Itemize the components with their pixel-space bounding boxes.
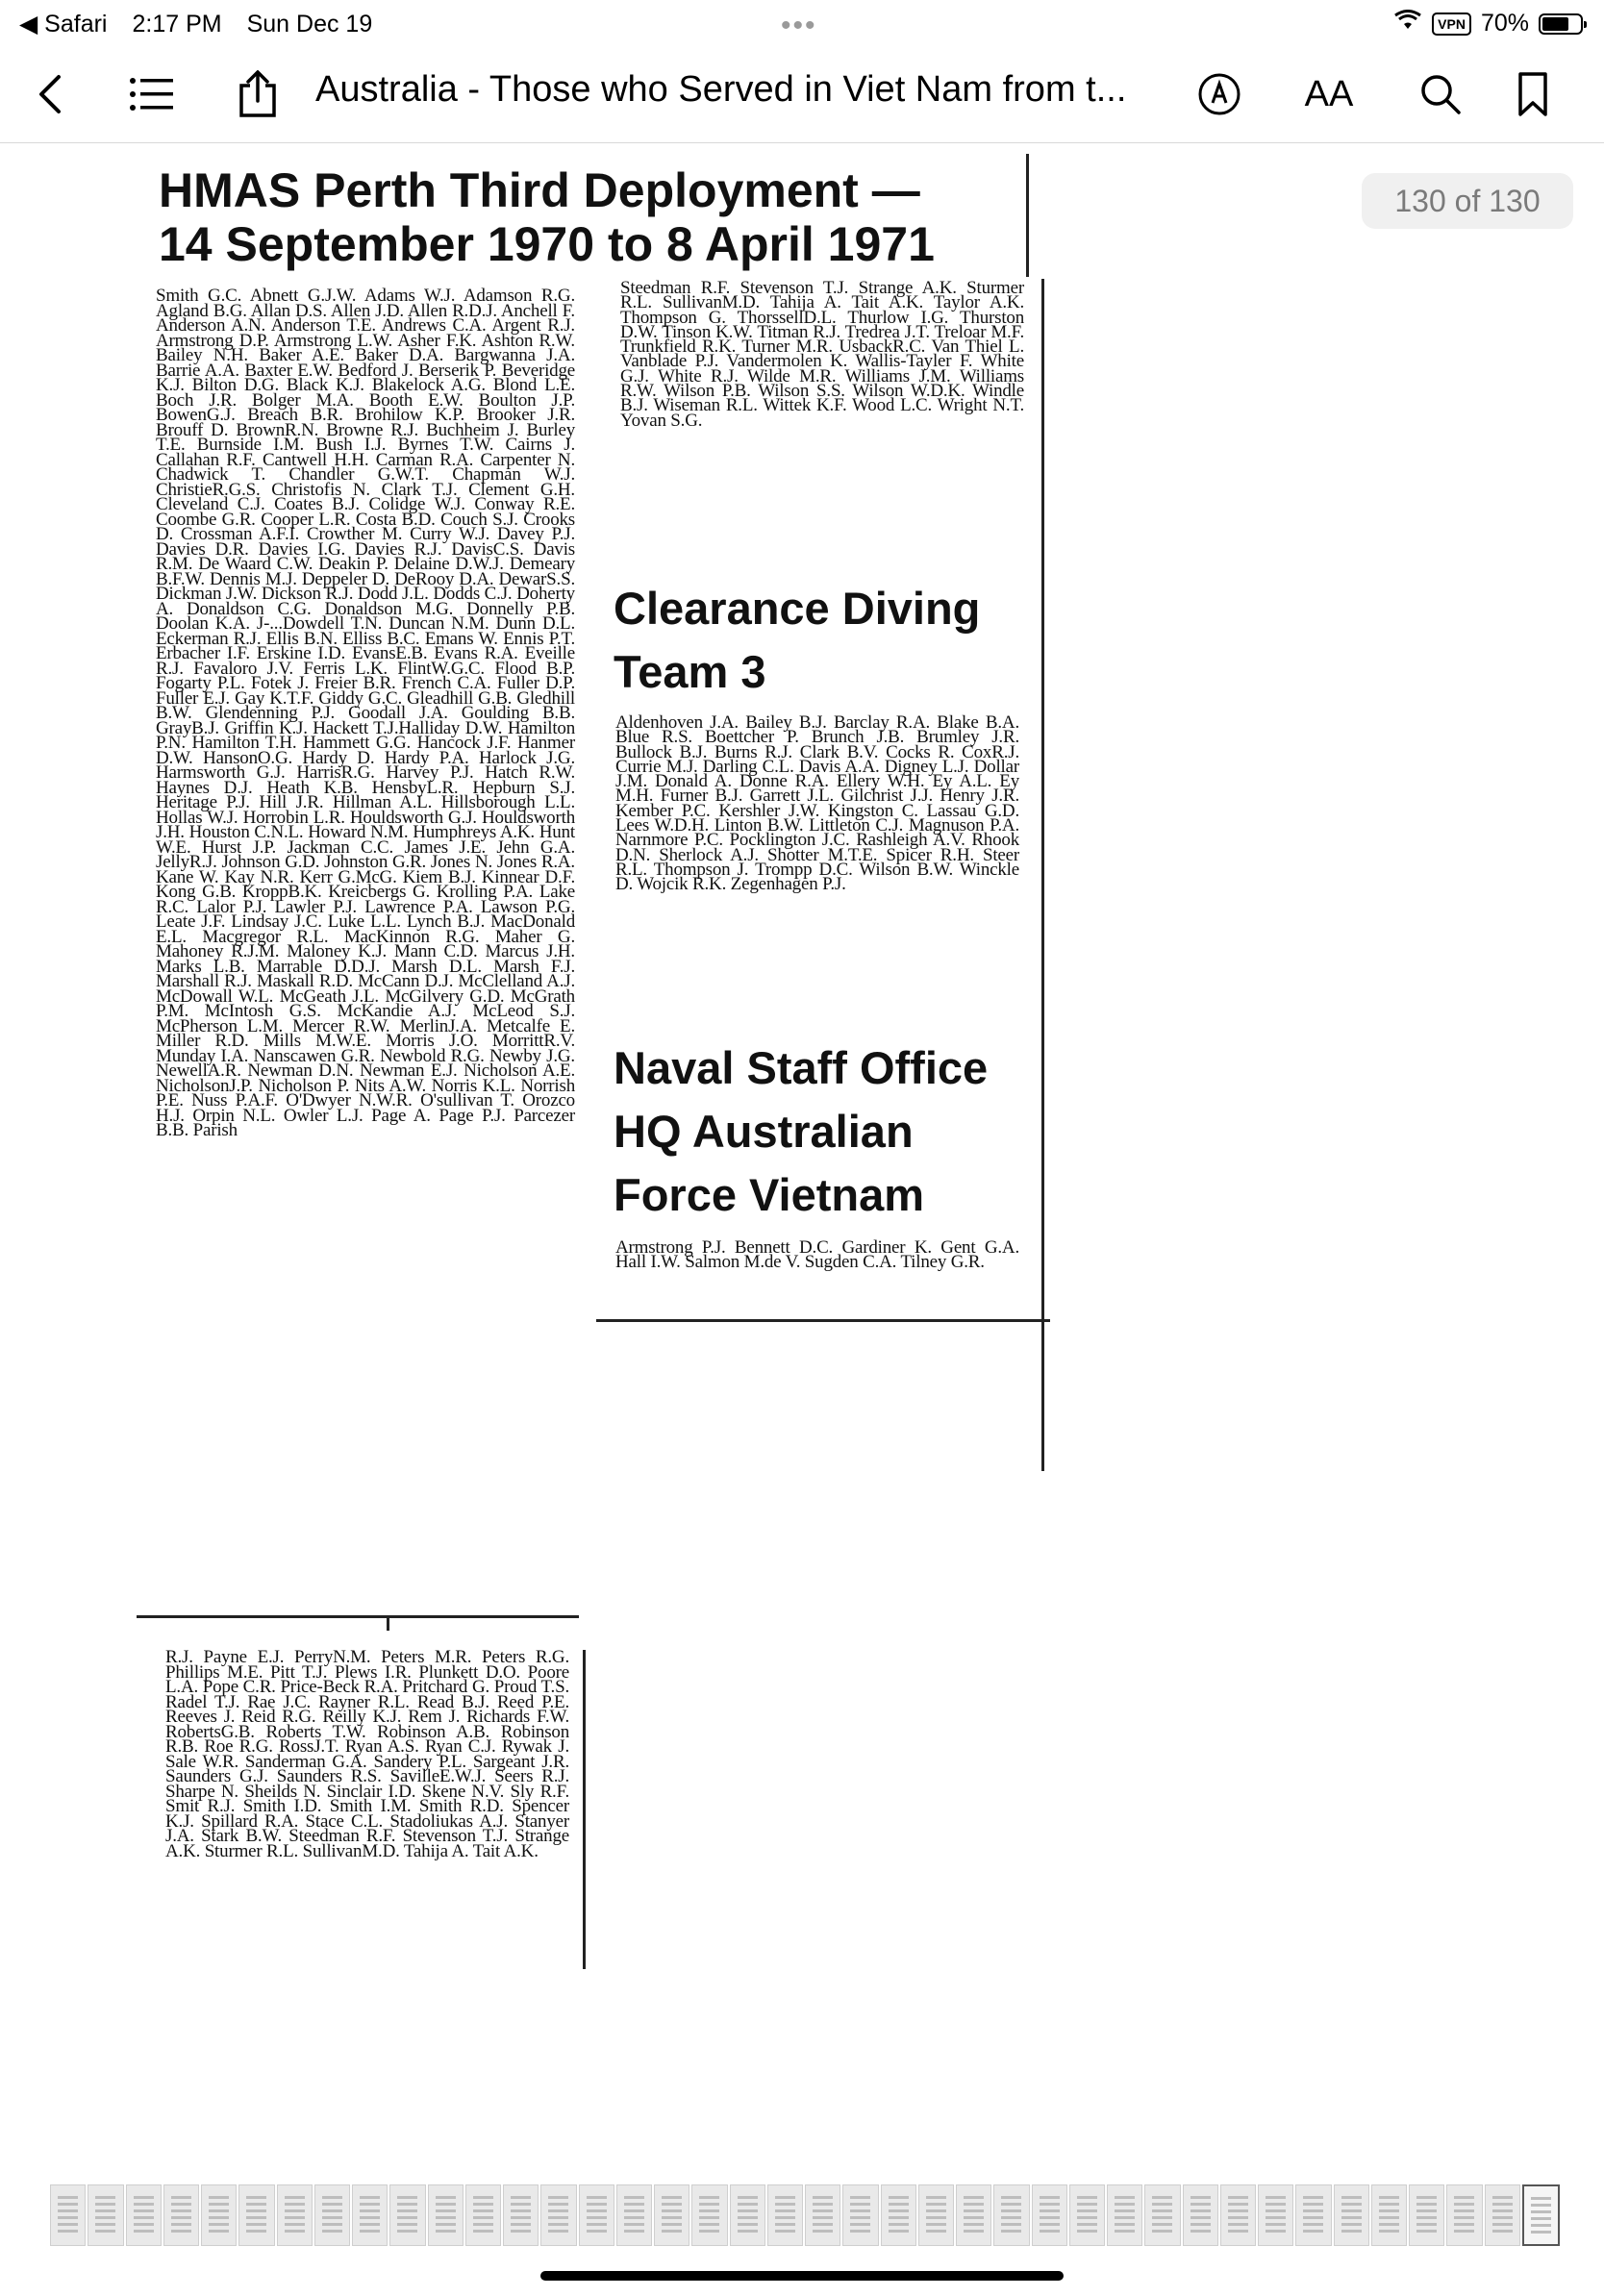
page-thumbnail[interactable] [842,2184,878,2246]
page-thumbnail[interactable] [1446,2184,1482,2246]
page-thumbnail[interactable] [579,2184,614,2246]
heading-line-2: 14 September 1970 to 8 April 1971 [159,217,935,271]
scanned-page [135,154,1058,1981]
page-thumbnail[interactable] [993,2184,1029,2246]
document-title: Australia - Those who Served in Viet Nam from t... [315,69,1127,110]
page-thumbnail[interactable] [1409,2184,1444,2246]
status-date: Sun Dec 19 [246,10,373,37]
naval-staff-heading-line-1: Naval Staff Office [614,1042,989,1093]
heading-line-1: HMAS Perth Third Deployment — [159,163,920,217]
column-rule [1026,154,1029,277]
share-icon[interactable] [231,67,285,121]
page-thumbnail[interactable] [730,2184,765,2246]
page-thumbnail[interactable] [314,2184,350,2246]
page-thumbnail[interactable] [428,2184,464,2246]
page-thumbnail[interactable] [1334,2184,1369,2246]
page-thumbnail[interactable] [881,2184,916,2246]
status-bar [0,0,1604,46]
page-thumbnail[interactable] [277,2184,313,2246]
page-thumbnail[interactable] [1371,2184,1407,2246]
page-thumbnail[interactable] [1183,2184,1218,2246]
page-thumbnail[interactable] [805,2184,840,2246]
page-thumbnail[interactable] [1220,2184,1256,2246]
page-thumbnail[interactable] [540,2184,576,2246]
clearance-diving-names: Aldenhoven J.A. Bailey B.J. Barclay R.A. Blake B.A. Blue R.S. Boettcher P. Brunch J.B. Brumley J.R. Bullock B.J. Burns R.J. Clark B.V. Cocks R. CoxR.J. Currie M.J. Darling C.L. Davis A.A. Digney L.J. Dollar J.M. Donald A. Donne R.A. Ellery W.H. Ey A.L. Ey M.H. Furner B.J. Garrett J.L. Gilchrist J.J. Henry J.R. Kember P.C. Kershler J.W. Kingston C. Lassau G.D. Lees W.D.H. Linton B.W. Littleton C.J. Magnuson P.A. Narnmore P.C. Pocklington J.C. Rashleigh A.V. Rhook D.N. Sherlock A.J. Shotter M.T.E. Spicer R.H. Steer R.L. Thompson J. Trompp D.C. Wilson B.W. Winckle D. Wojcik R.K. Zegenhagen P.J. [615,712,1019,895]
search-icon[interactable] [1414,67,1467,121]
page-heading [159,163,935,271]
page-thumbnail[interactable] [691,2184,727,2246]
page-thumbnail[interactable] [126,2184,162,2246]
page-thumbnail-strip[interactable] [50,2184,1560,2246]
page-thumbnail[interactable] [956,2184,991,2246]
page-thumbnail[interactable] [163,2184,199,2246]
page-thumbnail[interactable] [1522,2184,1560,2246]
deployment-names-column-1b: R.J. Payne E.J. PerryN.M. Peters M.R. Peters R.G. Phillips M.E. Pitt T.J. Plews I.R. Plunkett D.O. Poore L.A. Pope C.R. Price-Beck R.A. Pritchard G. Proud T.S. Radel T.J. Rae J.C. Rayner R.L. Read B.J. Reed P.E. Reeves J. Reid R.G. Reilly K.J. Rem J. Richards F.W. RobertsG.B. Roberts T.W. Robinson A.B. Robinson R.B. Roe R.G. RossJ.T. Ryan A.S. Ryan C.J. Rywak J. Sale W.R. Sanderman G.A. Sandery P.L. Sargeant J.R. Saunders G.J. Saunders R.S. SavilleE.W.J. Seers R.J. Sharpe N. Sheilds N. Sinclair I.D. Skene N.V. Sly R.F. Smit R.J. Smith I.D. Smith I.M. Smith R.D. Spencer K.J. Spillard R.A. Stace C.L. Stadoliukas A.J. Stanyer J.A. Stark B.W. Steedman R.F. Stevenson T.J. Strange A.K. Sturmer R.L. SullivanM.D. Tahija A. Tait A.K. [165,1647,569,1861]
markup-icon[interactable] [1192,67,1246,121]
page-thumbnail[interactable] [503,2184,539,2246]
page-thumbnail[interactable] [654,2184,689,2246]
column-rule-2 [1041,279,1044,1471]
page-thumbnail[interactable] [389,2184,425,2246]
page-thumbnail[interactable] [1485,2184,1520,2246]
page-thumbnail[interactable] [1032,2184,1067,2246]
page-thumbnail[interactable] [50,2184,86,2246]
page-thumbnail[interactable] [767,2184,803,2246]
wifi-icon [1393,10,1422,37]
page-thumbnail[interactable] [201,2184,237,2246]
section-divider-tick [387,1615,389,1631]
back-to-app-label[interactable]: ◀ Safari [19,11,108,37]
page-thumbnail[interactable] [1144,2184,1180,2246]
bookmark-icon[interactable] [1506,67,1560,121]
deployment-names-column-2: Steedman R.F. Stevenson T.J. Strange A.K. Sturmer R.L. SullivanM.D. Tahija A. Tait A.K. Taylor A.K. Thompson G. ThorssellD.L. Thurlow I.G. Thurston D.W. Tinson K.W. Titman R.J. Tredrea J.T. Treloar M.F. Trunkfield R.K. Turner M.R. UsbackR.C. Van Thiel L. Vanblade P.J. Vandermolen K. Wallis-Tayler F. White G.J. White R.J. Wilde M.R. Williams J.M. Williams R.W. Wilson P.B. Wilson S.S. Wilson W.D.K. Windle B.J. Wiseman R.L. Wittek K.F. Wood L.C. Wright N.T. Yovan S.G. [620,278,1024,431]
vpn-badge: VPN [1432,12,1471,36]
naval-staff-names: Armstrong P.J. Bennett D.C. Gardiner K. Gent G.A. Hall I.W. Salmon M.de V. Sugden C.A. Tilney G.R. [615,1237,1019,1273]
battery-icon [1539,13,1583,35]
page-thumbnail[interactable] [616,2184,652,2246]
list-icon[interactable] [125,67,179,121]
text-size-icon[interactable]: AA [1304,73,1354,114]
naval-staff-heading-line-2: HQ Australian [614,1106,914,1157]
battery-percent: 70% [1480,10,1529,37]
page-thumbnail[interactable] [88,2184,123,2246]
status-time: 2:17 PM [132,10,222,37]
page-indicator: 130 of 130 [1362,173,1573,229]
multitask-dots-icon[interactable]: ••• [781,10,817,41]
page-thumbnail[interactable] [1295,2184,1331,2246]
clearance-diving-heading [614,577,980,704]
back-chevron-icon[interactable] [23,67,77,121]
column-rule-1b [583,1650,586,1969]
section-bottom-rule [596,1319,1050,1322]
page-thumbnail[interactable] [238,2184,274,2246]
naval-staff-heading-line-3: Force Vietnam [614,1169,925,1220]
page-thumbnail[interactable] [1258,2184,1293,2246]
page-thumbnail[interactable] [918,2184,954,2246]
naval-staff-heading [614,1036,988,1227]
home-indicator[interactable] [540,2271,1064,2281]
page-thumbnail[interactable] [465,2184,501,2246]
clearance-diving-heading-line-1: Clearance Diving [614,583,981,634]
clearance-diving-heading-line-2: Team 3 [614,646,766,697]
page-thumbnail[interactable] [1069,2184,1105,2246]
page-thumbnail[interactable] [352,2184,388,2246]
reader-toolbar [0,46,1604,143]
deployment-names-column-1: Smith G.C. Abnett G.J.W. Adams W.J. Adamson R.G. Agland B.G. Allan D.S. Allen J.D. Allen R.D.J. Anchell F. Anderson A.N. Anderson T.E. Andrews C.A. Argent R.J. Armstrong D.P. Armstrong L.W. Asher F.K. Ashton R.W. Bailey N.H. Baker A.E. Baker D.A. Bargwanna J.A. Barrie A.A. Baxter E.W. Bedford J. Berserik P. Beveridge K.J. Bilton D.G. Black K.J. Blakelock A.G. Blond L.E. Boch J.R. Bolger M.A. Booth E.W. Boulton J.P. BowenG.J. Breach B.R. Brohilow K.P. Brooker J.R. Brouff D. BrownR.N. Browne R.J. Buchheim J. Burley T.E. Burnside I.M. Bush I.J. Byrnes T.W. Cairns J. Callahan R.F. Cantwell H.H. Carman R.A. Carpenter N. Chadwick T. Chandler G.W.T. Chapman W.J. ChristieR.G.S. Christofis N. Clark T.J. Clement G.H. Cleveland C.J. Coates B.J. Colidge W.J. Conway R.E. Coombe G.R. Cooper L.R. Costa B.D. Couch S.J. Crooks D. Crossman A.F.I. Crowther M. Curry W.J. Davey P.J. Davies D.R. Davies I.G. Davies R.J. DavisC.S. Davis R.M. De Waard C.W. Deakin P. Delaine D.W.J. Demeary B.F.W. Dennis M.J. Deppeler D. DeRooy D.A. DewarS.S. Dickman J.W. Dickson R.J. Dodd J.L. Dodds C.J. Doherty A. Donaldson C.G. Donaldson M.G. Donnelly P.B. Doolan K.A. J-...Dowdell T.N. Duncan N.M. Dunn D.L. Eckerman R.J. Ellis B.N. Elliss B.C. Emans W. Ennis P.T. Erbacher I.F. Erskine I.D. EvansE.B. Evans R.A. Eveille R.J. Favaloro J.V. Ferris L.K. FlintW.G.C. Flood B.P. Fogarty P.L. Fotek J. Freier B.R. French C.A. Fuller D.P. Fuller E.J. Gay K.T.F. Giddy G.C. Gleadhill G.B. Gledhill B.W. Glendenning P.J. Goodall J.A. Goulding B.B. GrayB.J. Griffin K.J. Hackett T.J.Halliday D.W. Hamilton P.N. Hamilton T.H. Hammett G.G. Hancock J.F. Hanmer D.W. HansonO.G. Hardy D. Hardy P.A. Harlock J.G. Harmsworth G.J. HarrisR.G. Harvey P.J. Hatch R.W. Haynes D.J. Heath K.B. HensbyL.R. Hepburn S.J. Heritage P.J. Hill J.R. Hillman A.L. Hillsborough L.L. Hollas W.J. Horrobin L.R. Houldsworth G.J. Houldsworth J.H. Houston C.N.L. Howard N.M. Humphreys A.K. Hunt W.E. Hurst J.P. Jackman C.C. James J.E. Jehn G.A. JellyR.J. Johnson G.D. Johnston G.R. Jones N. Jones R.A. Kane W. Kay N.R. Kerr G.McG. Kiem B.J. Kinnear D.F. Kong G.B. KroppB.K. Kreicbergs G. Krolling P.A. Lake R.C. Lalor P.J. Lawler P.J. Lawrence P.A. Lawson P.G. Leate J.F. Lindsay J.C. Luke L.L. Lynch B.J. MacDonald E.L. Macgregor R.L. MacKinnon R.G. Maher G. Mahoney R.J.M. Maloney K.J. Mann C.D. Marcus J.H. Marks L.B. Marrable D.D.J. Marsh D.L. Marsh F.J. Marshall R.J. Maskall R.D. McCann D.J. McClelland A.J. McDowall W.L. McGeath J.L. McGilvery G.D. McGrath P.M. McIntosh G.S. McKandie A.J. McLeod S.J. McPherson L.M. Mercer R.W. MerlinJ.A. Metcalfe E. Miller R.D. Mills M.W.E. Morris J.O. MorrittR.V. Munday I.A. Nanscawen G.R. Newbold R.G. Newby J.G. NewellA.R. Newman D.N. Newman E.J. Nicholson A.E. NicholsonJ.P. Nicholson P. Nits A.W. Norris K.L. Norrish P.E. Nuss P.A.F. O'Dwyer N.W.R. O'sullivan T. Orozco H.J. Orpin N.L. Owler L.J. Page A. Page P.J. Parcezer B.B. Parish [156,286,575,1140]
section-divider [137,1615,579,1618]
page-thumbnail[interactable] [1107,2184,1142,2246]
